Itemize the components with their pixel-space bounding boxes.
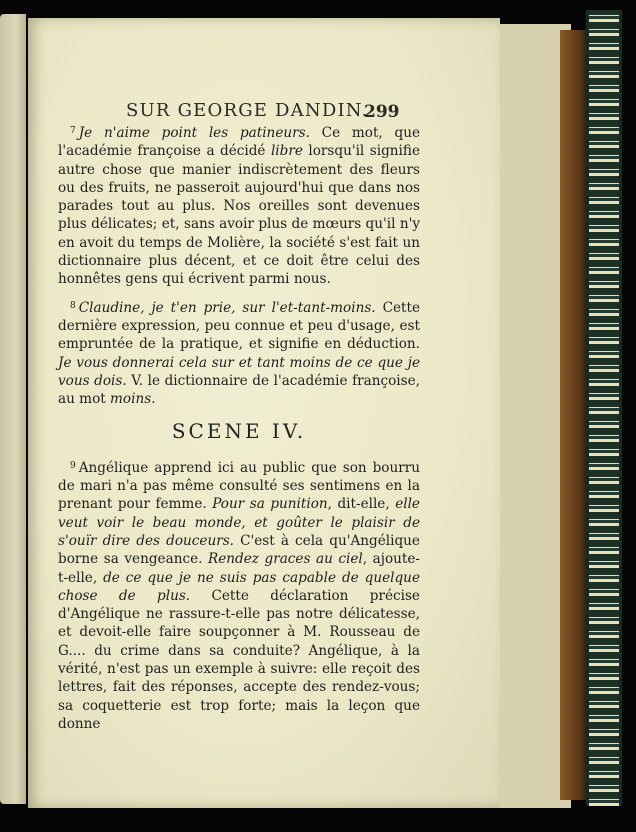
footnote-7 [58, 122, 420, 289]
footnote-italic: Je vous donnerai cela sur et tant moins de ce que je vous dois. [58, 354, 420, 389]
book-cover-edge [560, 30, 588, 800]
decorative-binding [586, 10, 622, 806]
footnote-9 [58, 457, 420, 733]
footnote-lead: Je n'aime point les patineurs. [78, 125, 310, 141]
footnote-text: , dit-elle, [327, 496, 396, 513]
scene-heading: SCENE IV. [171, 419, 307, 444]
footnote-text: , ajoute-t-elle, [58, 551, 420, 586]
footnote-number: 9 [70, 460, 76, 471]
footnote-italic: de ce que je ne suis pas capable de quelque chose de plus. [58, 569, 420, 604]
footnote-text: Ce mot, que l'académie françoise a décidé [58, 125, 420, 160]
page-header [28, 82, 500, 122]
footnote-8 [58, 297, 420, 409]
footnote-text: Angélique apprend ici au public que son bourru de mari n'a pas même consulté ses sentimens en la prenant pour femme. [58, 459, 420, 513]
footnote-italic: elle veut voir le beau monde, et goûter le plaisir de s'ouïr dire des douceurs. [58, 496, 420, 549]
footnote-italic: libre [270, 143, 303, 160]
previous-page-edge [0, 14, 26, 804]
page-number: 299 [364, 102, 400, 122]
footnote-number: 8 [70, 300, 76, 311]
book-page [28, 18, 500, 808]
footnote-italic: moins [110, 391, 152, 408]
footnote-text: Cette dernière expression, peu connue et peu d'usage, est empruntée de la pratique, et signifie en déduction. [58, 299, 420, 353]
footnote-text: C'est à cela qu'Angélique borne sa vengeance. [58, 532, 420, 568]
footnote-italic: Pour sa punition [212, 496, 328, 513]
footnote-text: V. le dictionnaire de l'académie françoise, au mot [58, 372, 420, 408]
footnote-number: 7 [70, 126, 76, 136]
page-body [58, 122, 420, 733]
footnote-text: lorsqu'il signifie autre chose que manier indiscrètement des fleurs ou des fruits, ne passeroit aujourd'hui que dans nos parades tout au plus. Nos oreilles sont devenues plus délicates; et, sans avoir plus de mœurs qu'il n'y en avoit du temps de Molière, la société s'est fait un dictionnaire plus décent, et ce doit être celui des honnêtes gens qui écrivent parmi nous. [58, 143, 420, 288]
footnote-text: . [151, 391, 156, 408]
footnote-text: Cette déclaration précise d'Angélique ne rassure-t-elle pas notre délicatesse, et devoit-elle faire soupçonner à M. Rousseau de G.... du crime dans sa conduite? Angélique, à la vérité, n'est pas un exemple à suivre: elle reçoit des lettres, fait des réponses, accepte des rendez-vous; sa coquetterie est trop forte; mais la leçon que donne [58, 587, 420, 732]
footnote-italic: Rendez graces au ciel [208, 551, 363, 568]
running-head: SUR GEORGE DANDIN. [126, 100, 369, 121]
footnote-lead: Claudine, je t'en prie, sur l'et-tant-moins. [78, 299, 376, 316]
